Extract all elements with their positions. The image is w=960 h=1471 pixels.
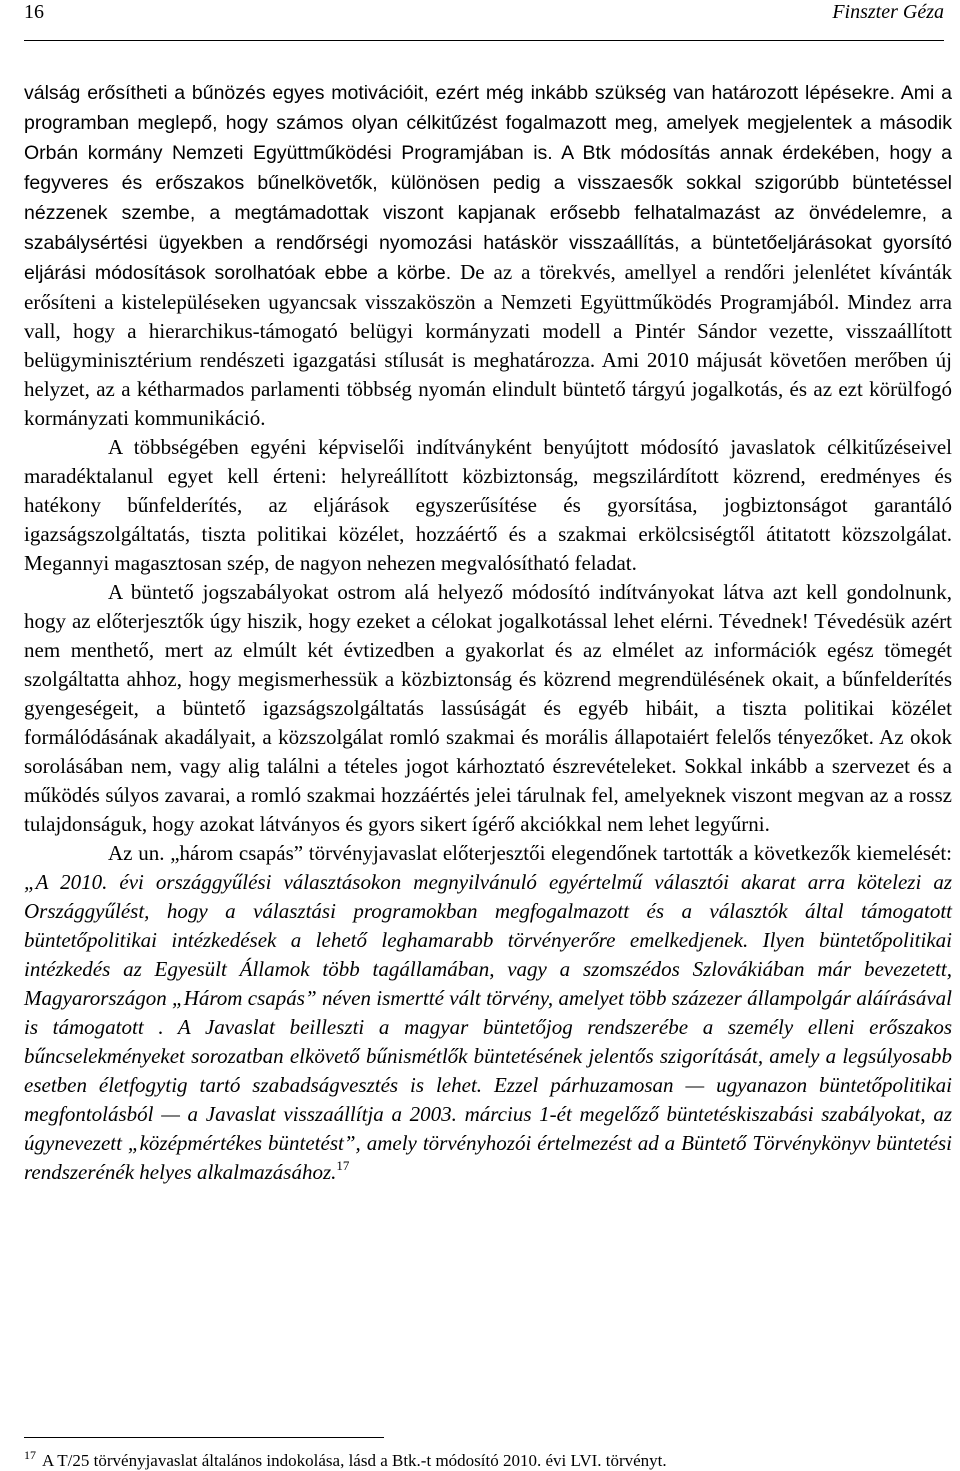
paragraph-1-serif-part: De az a törekvés, amellyel a rendőri jelenlétet kívánták erősíteni a kistelepüléseken ugyancsak visszaköszön a Nemzeti Együttműködés Programjából. Mindez arra vall, hogy a hierarchikus-támogató belügyi kormányzati modell a Pintér Sándor vezette, visszaállított belügyminisztérium rendészeti igazgatási stílusát is meghatározza. Ami 2010 májusát követően merőben új helyzet, az a kétharmados parlamenti többség nyomán elindult büntető tárgyú jogalkotás, és az ezt körülfogó kormányzati kommunikáció. [24, 260, 952, 430]
page-number: 16 [24, 1, 44, 23]
paragraph-2: A többségében egyéni képviselői indítványként benyújtott módosító javaslatok célkitűzéseivel maradéktalanul egyet kell érteni: helyreállított közbiztonság, megszilárdított közrend, eredményes és hatékony bűnfelderítés, az eljárások egyszerűsítése és gyorsítása, jogbiztonságot garantáló igazságszolgáltatás, tiszta politikai közélet, hozzáértő és a szakmai erkölcsiségtől átitatott közszolgálat. Megannyi magasztosan szép, de nagyon nehezen megvalósítható feladat. [24, 435, 952, 575]
page-header [24, 0, 944, 41]
paragraph-3: A büntető jogszabályokat ostrom alá helyező módosító indítványokat látva azt kell gondolnunk, hogy az előterjesztők úgy hiszik, hogy ezeket a célokat jogalkotással lehet elérni. Tévednek! Tévedésük azért nem menthető, mert az elmúlt két évtizedben a gyakorlat és az elmélet az információk egész tömegét szolgáltatta ahhoz, hogy megismerhessük a közbiztonság és közrend megrendülésének okait, a bűnfelderítés gyengeségeit, a büntető igazságszolgáltatás lassúságát és egyéb hibáit, a tiszta politikai közélet formálódásának akadályait, a közszolgálat romló szakmai és morális állapotaiért felelős tényezőket. Az okok sorolásában nem, vagy alig találni a tételes jogot kárhoztató észrevételeket. Sokkal inkább a szervezet és a működés súlyos zavarai, a romló szakmai hozzáértés jelei tárulnak fel, amelyeknek viszont megvan az a rossz tulajdonságuk, hogy azokat látványos és gyors sikert ígérő akciókkal nem lehet legyűrni. [24, 580, 952, 836]
paragraph-4-intro: Az un. „három csapás” törvényjavaslat előterjesztői elegendőnek tartották a következők kiemelését: [108, 841, 952, 865]
running-head-author: Finszter Géza [832, 1, 944, 23]
main-text [24, 78, 952, 1187]
footnote-reference[interactable]: 17 [336, 1158, 350, 1173]
paragraph-4-quote: „A 2010. évi országgyűlési választásokon megnyilvánuló egyértelmű választói akarat arra kötelezi az Országgyűlést, hogy a választási programokban megfogalmazott és a választók által támogatott büntetőpolitikai intézkedések a lehető leghamarabb törvényerőre emelkedjenek. Ilyen büntetőpolitikai intézkedés az Egyesült Államok több tagállamában, vagy a szomszédos Szlovákiában már bevezetett, Magyarországon „Három csapás” néven ismertté vált törvény, amelyet több százezer állampolgár aláírásával is támogatott . A Javaslat beilleszti a magyar büntetőjog rendszerébe a személy elleni erőszakos bűncselekményeket sorozatban elkövető bűnismétlők büntetésének jelentős szigorítását, amely a legsúlyosabb esetben életfogytig tartó szabadságvesztés is lehet. Ezzel párhuzamosan — ugyanazon büntetőpolitikai megfontolásból — a Javaslat visszaállítja a 2003. március 1-ét megelőző büntetéskiszabási szabályokat, az úgynevezett „középmértékes büntetést”, amely törvényhozói értelmezést ad a Büntető Törvénykönyv büntetési rendszerénék helyes alkalmazásához. [24, 870, 952, 1184]
paragraph-1-sans-part: válság erősítheti a bűnözés egyes motivációit, ezért még inkább szükség van határozott lépésekre. Ami a programban meglepő, hogy számos olyan célkitűzést fogalmazott meg, amelyek megjelentek a második Orbán kormány Nemzeti Együttműködési Programjában is. A Btk módosítás annak érdekében, hogy a fegyveres és erőszakos bűnelkövetők, különösen pedig a visszaesők sokkal szigorúbb büntetéssel nézzenek szembe, a megtámadottak viszont kapjanak erősebb felhatalmazást az önvédelemre, a szabálysértési ügyekben a rendőrségi nyomozási hatáskör visszaállítás, a büntetőeljárásokat gyorsító eljárási módosítások sorolhatóak ebbe a körbe. [24, 82, 952, 284]
footnote-number: 17 [24, 1448, 36, 1462]
footnote-divider [24, 1437, 384, 1438]
paragraph-4 [24, 839, 952, 1187]
footnote [24, 1445, 944, 1471]
paragraph-1 [24, 78, 952, 433]
footnote-text: A T/25 törvényjavaslat általános indokolása, lásd a Btk.-t módosító 2010. évi LVI. törvényt. [42, 1451, 667, 1470]
